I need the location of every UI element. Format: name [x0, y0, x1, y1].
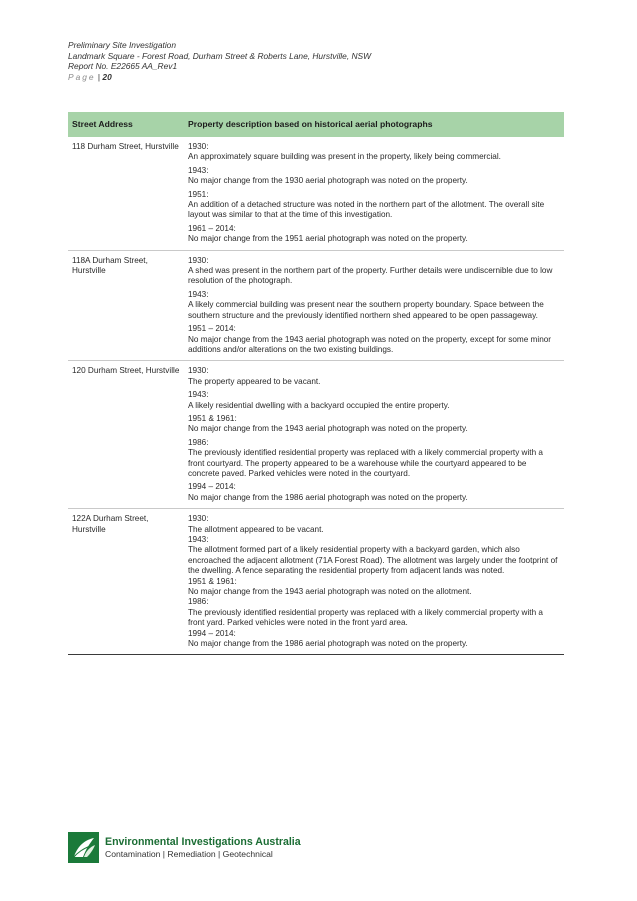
leaf-logo-graphic [68, 832, 99, 863]
history-entry [188, 597, 560, 628]
entry-text: No major change from the 1986 aerial photograph was noted on the property. [188, 492, 468, 502]
history-entry [188, 290, 560, 321]
table-row [68, 361, 564, 509]
history-entry [188, 577, 560, 598]
street-address: 120 Durham Street, Hurstville [68, 361, 184, 509]
table-row [68, 509, 564, 655]
page-number: 20 [102, 71, 112, 82]
table-row [68, 250, 564, 361]
organization-info [105, 836, 301, 860]
entry-text: The allotment appeared to be vacant. [188, 524, 324, 534]
property-description [184, 137, 564, 250]
entry-period: 1986: [188, 437, 209, 447]
entry-text: The previously identified residential property was replaced with a likely commercial property with a front yard. Parked vehicles were noted in the front yard area. [188, 607, 543, 628]
property-description [184, 250, 564, 361]
history-entry [188, 629, 560, 650]
entry-text: No major change from the 1951 aerial photograph was noted on the property. [188, 234, 468, 244]
entry-period: 1994 – 2014: [188, 482, 236, 492]
entry-text: No major change from the 1943 aerial photograph was noted on the allotment. [188, 587, 472, 597]
entry-period: 1951 – 2014: [188, 324, 236, 334]
entry-text: The property appeared to be vacant. [188, 376, 321, 386]
street-address: 118A Durham Street, Hurstville [68, 250, 184, 361]
property-description [184, 509, 564, 655]
entry-period: 1951: [188, 189, 209, 199]
history-entry [188, 256, 560, 287]
entry-period: 1951 & 1961: [188, 413, 237, 423]
entry-period: 1994 – 2014: [188, 628, 236, 638]
entry-text: No major change from the 1943 aerial photograph was noted on the property. [188, 424, 468, 434]
entry-text: A likely residential dwelling with a backyard occupied the entire property. [188, 400, 450, 410]
leaf-logo-icon [68, 832, 99, 863]
entry-text: An addition of a detached structure was noted in the northern part of the allotment. The overall site layout was similar to that at the time of this investigation. [188, 200, 545, 220]
history-entry [188, 482, 560, 503]
entry-period: 1986: [188, 597, 209, 607]
entry-period: 1930: [188, 366, 209, 376]
entry-period: 1930: [188, 514, 209, 524]
page-indicator [68, 72, 371, 83]
entry-period: 1943: [188, 535, 209, 544]
property-history-table [68, 112, 564, 655]
entry-text: An approximately square building was present in the property, likely being commercial. [188, 152, 501, 162]
history-entry [188, 535, 560, 577]
history-entry [188, 166, 560, 187]
entry-text: The previously identified residential property was replaced with a likely commercial property with a front courtyard. The property appeared to be a warehouse while the courtyard appeared to be concrete paved. Parked vehicles were noted in the courtyard. [188, 448, 543, 478]
entry-text: No major change from the 1986 aerial photograph was noted on the property. [188, 639, 468, 649]
table-row [68, 137, 564, 250]
entry-text: A shed was present in the northern part of the property. Further details were undiscernible due to low resolution of the photograph. [188, 266, 553, 286]
entry-text: No major change from the 1943 aerial photograph was noted on the property, except for some minor additions and/or alterations on the two existing buildings. [188, 334, 552, 354]
column-header-description: Property description based on historical aerial photographs [184, 112, 564, 137]
page-separator: | [97, 71, 101, 82]
entry-text: No major change from the 1930 aerial photograph was noted on the property. [188, 176, 468, 186]
organization-tagline: Contamination | Remediation | Geotechnical [105, 849, 273, 859]
entry-period: 1930: [188, 255, 209, 265]
history-entry [188, 390, 560, 411]
history-entry [188, 324, 560, 355]
history-entry [188, 190, 560, 221]
history-entry [188, 366, 560, 387]
property-description [184, 361, 564, 509]
entry-period: 1930: [188, 142, 209, 151]
history-entry [188, 224, 560, 245]
page-label: Page [68, 71, 96, 82]
entry-period: 1961 – 2014: [188, 223, 236, 233]
entry-period: 1943: [188, 390, 209, 400]
page-header [68, 40, 371, 82]
report-subtitle: Landmark Square - Forest Road, Durham Street & Roberts Lane, Hurstville, NSW [68, 50, 372, 61]
history-entry [188, 438, 560, 480]
street-address: 118 Durham Street, Hurstville [68, 137, 184, 250]
entry-period: 1943: [188, 165, 209, 175]
organization-name: Environmental Investigations Australia [105, 836, 301, 848]
history-entry [188, 142, 560, 163]
history-entry [188, 514, 560, 535]
entry-period: 1943: [188, 289, 209, 299]
history-entry [188, 414, 560, 435]
entry-text: A likely commercial building was present near the southern property boundary. Space between the southern structure and the previously identified northern shed appeared to be open passageway. [188, 300, 544, 320]
report-title: Preliminary Site Investigation [68, 40, 176, 50]
table-header-row [68, 112, 564, 137]
entry-period: 1951 & 1961: [188, 576, 237, 586]
report-number: Report No. E22665 AA_Rev1 [68, 61, 178, 72]
entry-text: The allotment formed part of a likely residential property with a backyard garden, which also encroached the adjacent allotment (71A Forest Road). The allotment was largely under the footprint of the dwelling. A fence separating the residential property from adjacent lands was noted. [188, 545, 558, 576]
street-address: 122A Durham Street, Hurstville [68, 509, 184, 655]
column-header-address: Street Address [68, 112, 184, 137]
